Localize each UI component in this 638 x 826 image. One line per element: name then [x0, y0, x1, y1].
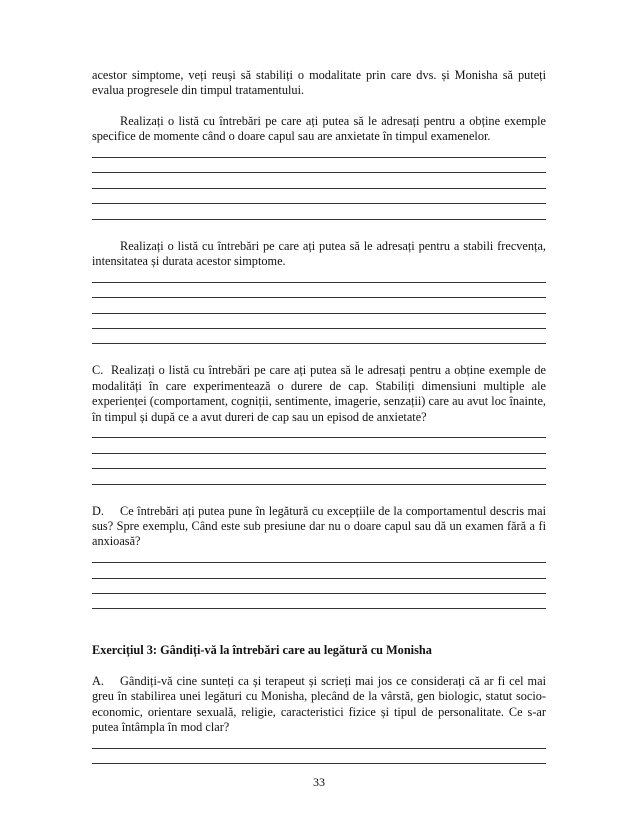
- section-c-prompt: [92, 363, 546, 425]
- answer-line[interactable]: [92, 162, 546, 177]
- answer-line[interactable]: [92, 552, 546, 567]
- answer-line[interactable]: [92, 177, 546, 192]
- exercise-3-heading: Exercițiul 3: Gândiți-vă la întrebări care au legătură cu Monisha: [92, 643, 432, 658]
- question-2-prompt: Realizați o listă cu întrebări pe care ați putea să le adresați pentru a stabili frecvența, intensitatea și durata acestor simptome.: [92, 238, 546, 268]
- answer-lines-1: [92, 147, 546, 224]
- exercise-3-label: A.: [92, 673, 104, 688]
- answer-line[interactable]: [92, 333, 546, 348]
- answer-line[interactable]: [92, 147, 546, 162]
- answer-line[interactable]: [92, 442, 546, 457]
- intro-paragraph: acestor simptome, veți reuși să stabiliți o modalitate prin care dvs. și Monisha să puteți evalua progresele din timpul tratamentului.: [92, 68, 546, 98]
- document-page: [92, 68, 546, 768]
- answer-line[interactable]: [92, 271, 546, 286]
- page-number: 33: [313, 775, 325, 789]
- question-1-prompt: Realizați o listă cu întrebări pe care ați putea să le adresați pentru a obține exemple specifice de momente când o doare capul sau are anxietate în timpul examenelor.: [92, 113, 546, 144]
- section-c-text: Realizați o listă cu întrebări pe care ați putea să le adresați pentru a obține exemple de modalități în care experimentează o durere de cap. Stabiliți dimensiuni multiple ale experienței (comportament, cogniții, sentimente, imagerie, senzații) care au avut loc înainte, în timpul și după ce a avut dureri de cap sau un episod de anxietate?: [92, 363, 546, 424]
- answer-line[interactable]: [92, 473, 546, 488]
- answer-line[interactable]: [92, 193, 546, 208]
- answer-line[interactable]: [92, 318, 546, 333]
- answer-lines-e3: [92, 737, 546, 768]
- answer-lines-2: [92, 271, 546, 348]
- exercise-3-text: Gândiți-vă cine sunteți ca și terapeut și scrieți mai jos ce considerați că ar fi cel mai greu în stabilirea unei legături cu Monisha, plecând de la vârstă, gen biologic, statut socio-economic, orientare sexuală, religie, caracteristici fizice și tipul de personalitate. Ce s-ar putea întâmpla în mod clar?: [92, 673, 546, 734]
- section-c-label: C.: [92, 363, 104, 378]
- answer-line[interactable]: [92, 737, 546, 752]
- answer-lines-c: [92, 427, 546, 489]
- exercise-3-prompt: [92, 674, 546, 736]
- answer-lines-d: [92, 552, 546, 614]
- answer-line[interactable]: [92, 208, 546, 223]
- answer-line[interactable]: [92, 598, 546, 613]
- answer-line[interactable]: [92, 753, 546, 768]
- section-d-label: D.: [92, 503, 104, 518]
- section-d-prompt: [92, 504, 546, 550]
- answer-line[interactable]: [92, 458, 546, 473]
- section-d-text: Ce întrebări ați putea pune în legătură cu excepțiile de la comportamentul descris mai sus? Spre exemplu, Când este sub presiune dar nu o doare capul sau dă un examen fără a fi anxioasă?: [92, 503, 546, 549]
- answer-line[interactable]: [92, 287, 546, 302]
- answer-line[interactable]: [92, 427, 546, 442]
- answer-line[interactable]: [92, 302, 546, 317]
- answer-line[interactable]: [92, 567, 546, 582]
- answer-line[interactable]: [92, 583, 546, 598]
